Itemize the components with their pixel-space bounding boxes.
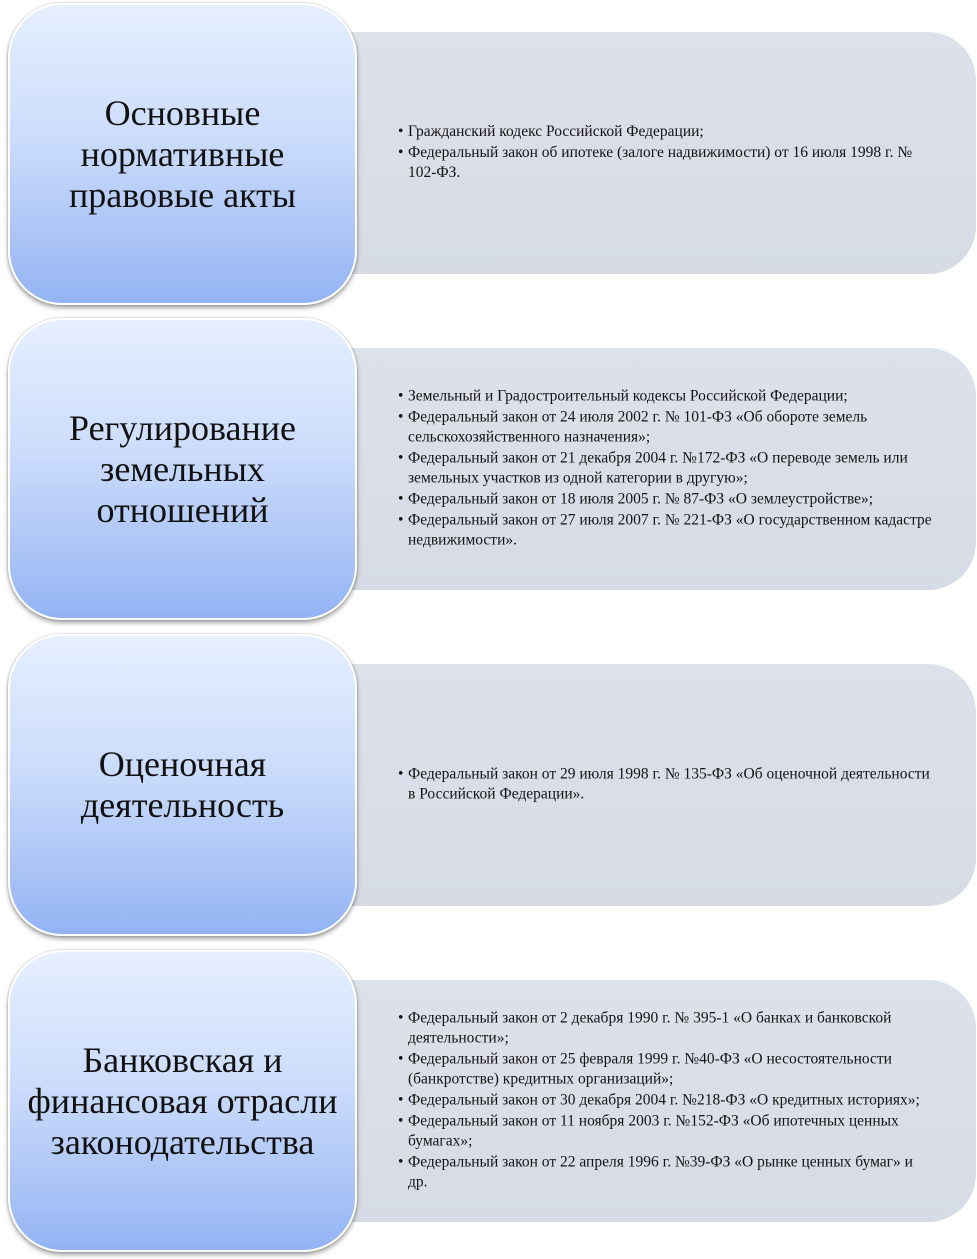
list-item: • Земельный и Градостроительный кодексы Российской Федерации; xyxy=(398,387,936,407)
list-item: • Федеральный закон от 2 декабря 1990 г. № 395-1 «О банках и банковской деятельности»; xyxy=(398,1009,936,1049)
list-item: • Гражданский кодекс Российской Федерации; xyxy=(398,122,936,142)
list-item: • Федеральный закон от 29 июля 1998 г. № 135-ФЗ «Об оценочной деятельности в Российской Федерации». xyxy=(398,765,936,805)
list-item: • Федеральный закон от 11 ноября 2003 г. №152-ФЗ «Об ипотечных ценных бумагах»; xyxy=(398,1112,936,1152)
list-item: • Федеральный закон об ипотеке (залоге надвижимости) от 16 июля 1998 г. № 102-ФЗ. xyxy=(398,143,936,183)
list-item: • Федеральный закон от 18 июля 2005 г. № 87-ФЗ «О землеустройстве»; xyxy=(398,490,936,510)
list-item: • Федеральный закон от 24 июля 2002 г. № 101-ФЗ «Об обороте земель сельскохозяйственного назначения»; xyxy=(398,408,936,448)
category-box xyxy=(8,950,357,1252)
detail-panel xyxy=(300,980,976,1222)
category-title: Регулирование земельных отношений xyxy=(69,407,296,530)
category-title: Банковская и финансовая отрасли законодательства xyxy=(27,1039,338,1162)
detail-list xyxy=(398,1009,936,1194)
category-title: Оценочная деятельность xyxy=(80,744,285,825)
list-item: • Федеральный закон от 21 декабря 2004 г. №172-ФЗ «О переводе земель или земельных участков из одной категории в другую»; xyxy=(398,449,936,489)
list-item: • Федеральный закон от 27 июля 2007 г. № 221-ФЗ «О государственном кадастре недвижимости». xyxy=(398,511,936,551)
category-title: Основные нормативные правовые акты xyxy=(68,92,297,215)
list-item: • Федеральный закон от 25 февраля 1999 г. №40-ФЗ «О несостоятельности (банкротстве) кредитных организаций»; xyxy=(398,1050,936,1090)
list-item: • Федеральный закон от 30 декабря 2004 г. №218-ФЗ «О кредитных историях»; xyxy=(398,1091,936,1111)
list-item: • Федеральный закон от 22 апреля 1996 г. №39-ФЗ «О рынке ценных бумаг» и др. xyxy=(398,1153,936,1193)
